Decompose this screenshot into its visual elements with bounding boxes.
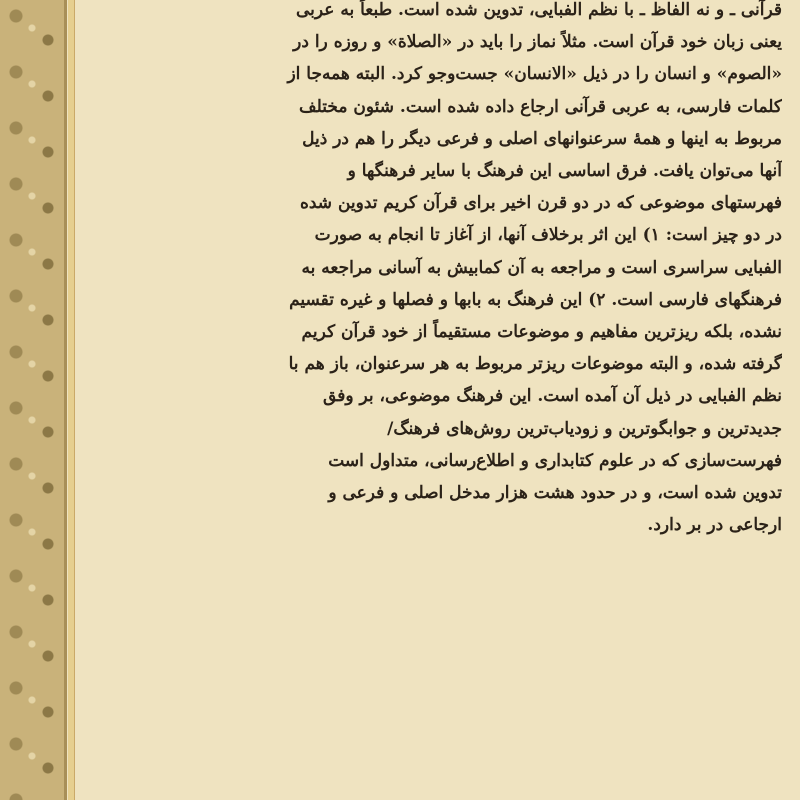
text-line: مربوط به اینها و همهٔ سرعنوانهای اصلی و فرعی دیگر را هم در ذیل — [302, 128, 782, 149]
text-line: تدوین شده است، و در حدود هشت هزار مدخل اصلی و فرعی و — [328, 483, 782, 504]
text-line: ارجاعی در بر دارد. — [647, 515, 782, 536]
text-line: الفبایی سراسری است و مراجعه به آن کمابیش به آسانی مراجعه به — [301, 257, 782, 278]
body-paragraph — [92, 0, 782, 541]
decorative-border — [0, 0, 67, 800]
text-line: در دو چیز است: ۱) این اثر برخلاف آنها، از آغاز تا انجام به صورت — [314, 225, 782, 246]
text-line: قرآنی ـ و نه الفاظ ـ با نظم الفبایی، تدوین شده است. طبعاً به عربی — [295, 0, 782, 20]
text-line: نظم الفبایی در ذیل آن آمده است. این فرهنگ موضوعی، بر وفق — [323, 386, 782, 407]
text-line: نشده، بلکه ریزترین مفاهیم و موضوعات مستقیماً از خود قرآن کریم — [301, 322, 782, 343]
text-line: جدیدترین و جوابگوترین و زودیاب‌ترین روش‌های فرهنگ/ — [387, 418, 782, 439]
text-line: فهرست‌سازی که در علوم کتابداری و اطلاع‌رسانی، متداول است — [328, 450, 782, 471]
text-line: گرفته شده، و البته موضوعات ریزتر مربوط به هر سرعنوان، باز هم با — [288, 354, 782, 375]
text-line: فرهنگهای فارسی است. ۲) این فرهنگ به بابها و فصلها و غیره تقسیم — [289, 289, 782, 310]
text-line: کلمات فارسی، به عربی قرآنی ارجاع داده شده است. شئون مختلف — [299, 96, 782, 117]
text-line: یعنی زبان خود قرآن است. مثلاً نماز را باید در «الصلاة» و روزه را در — [293, 32, 782, 53]
text-line: فهرستهای موضوعی که در دو قرن اخیر برای قرآن کریم تدوین شده — [299, 193, 782, 214]
border-inner-line — [68, 0, 75, 800]
text-line: «الصوم» و انسان را در ذیل «الانسان» جست‌وجو کرد. البته همه‌جا از — [287, 64, 782, 85]
text-line: آنها می‌توان یافت. فرق اساسی این فرهنگ با سایر فرهنگها و — [347, 161, 782, 182]
body-text-area — [92, 0, 782, 800]
